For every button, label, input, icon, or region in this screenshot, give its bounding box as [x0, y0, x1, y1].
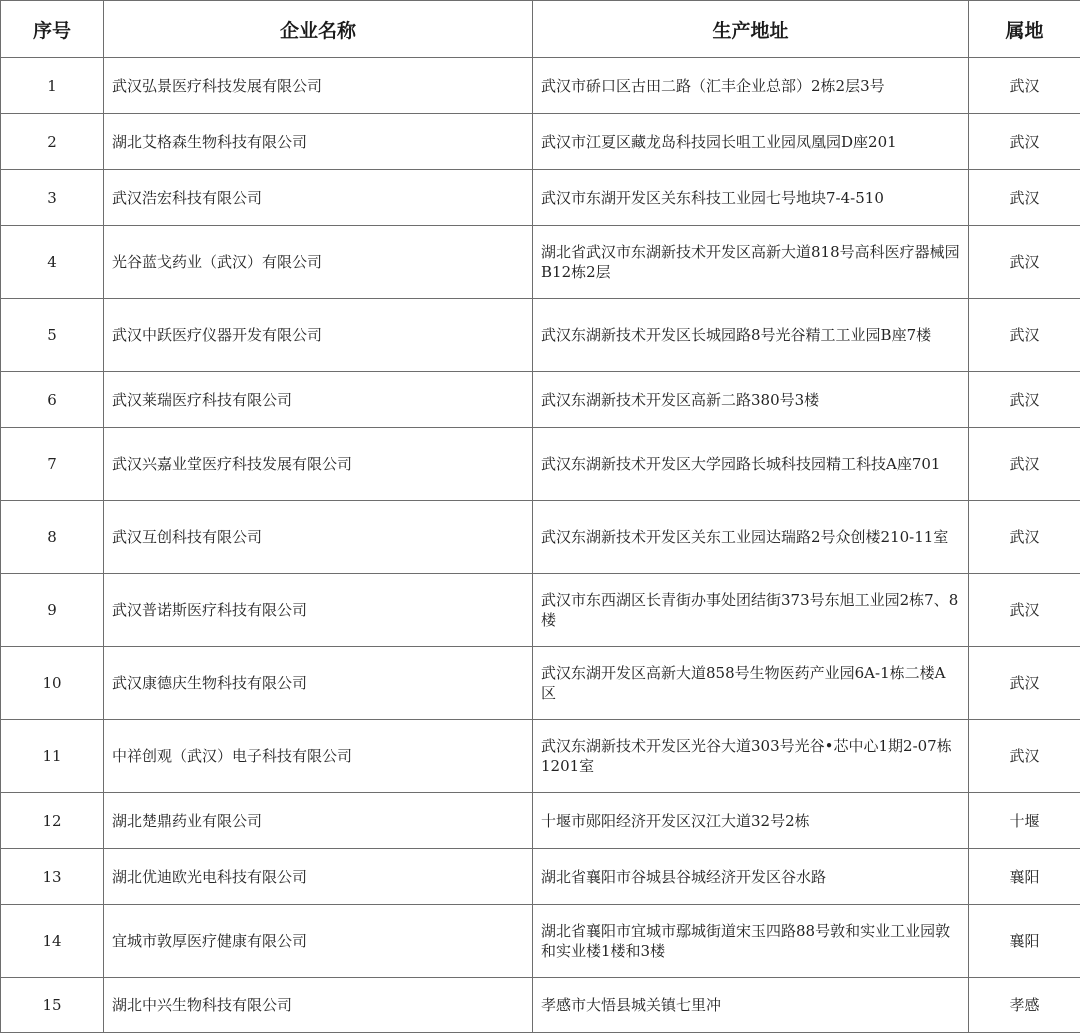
cell-address: 湖北省襄阳市谷城县谷城经济开发区谷水路	[533, 849, 969, 905]
cell-no: 15	[1, 978, 104, 1033]
cell-address: 孝感市大悟县城关镇七里冲	[533, 978, 969, 1033]
cell-enterprise-name: 武汉普诺斯医疗科技有限公司	[104, 574, 533, 647]
cell-address: 武汉市硚口区古田二路（汇丰企业总部）2栋2层3号	[533, 58, 969, 114]
cell-address: 武汉市东西湖区长青街办事处团结街373号东旭工业园2栋7、8楼	[533, 574, 969, 647]
cell-address: 武汉市东湖开发区关东科技工业园七号地块7-4-510	[533, 170, 969, 226]
cell-no: 9	[1, 574, 104, 647]
cell-location: 武汉	[969, 170, 1080, 226]
table-row	[1, 905, 1080, 978]
cell-address: 武汉东湖新技术开发区大学园路长城科技园精工科技A座701	[533, 428, 969, 501]
cell-no: 10	[1, 647, 104, 720]
table-row	[1, 428, 1080, 501]
cell-location: 孝感	[969, 978, 1080, 1033]
table-row	[1, 574, 1080, 647]
cell-no: 3	[1, 170, 104, 226]
header-no: 序号	[1, 1, 104, 58]
table-row	[1, 226, 1080, 299]
cell-enterprise-name: 光谷蓝戈药业（武汉）有限公司	[104, 226, 533, 299]
cell-enterprise-name: 宜城市敦厚医疗健康有限公司	[104, 905, 533, 978]
cell-no: 14	[1, 905, 104, 978]
header-enterprise-name: 企业名称	[104, 1, 533, 58]
cell-no: 12	[1, 793, 104, 849]
cell-enterprise-name: 湖北艾格森生物科技有限公司	[104, 114, 533, 170]
table-row	[1, 372, 1080, 428]
table-row	[1, 58, 1080, 114]
cell-location: 武汉	[969, 299, 1080, 372]
table-row	[1, 114, 1080, 170]
cell-location: 武汉	[969, 114, 1080, 170]
cell-enterprise-name: 中祥创观（武汉）电子科技有限公司	[104, 720, 533, 793]
cell-location: 武汉	[969, 428, 1080, 501]
cell-location: 襄阳	[969, 849, 1080, 905]
cell-address: 十堰市郧阳经济开发区汉江大道32号2栋	[533, 793, 969, 849]
cell-no: 5	[1, 299, 104, 372]
cell-location: 武汉	[969, 226, 1080, 299]
cell-no: 7	[1, 428, 104, 501]
cell-enterprise-name: 武汉浩宏科技有限公司	[104, 170, 533, 226]
cell-address: 武汉东湖新技术开发区光谷大道303号光谷•芯中心1期2-07栋1201室	[533, 720, 969, 793]
cell-no: 1	[1, 58, 104, 114]
cell-no: 4	[1, 226, 104, 299]
cell-location: 十堰	[969, 793, 1080, 849]
cell-address: 武汉东湖新技术开发区长城园路8号光谷精工工业园B座7楼	[533, 299, 969, 372]
cell-location: 武汉	[969, 720, 1080, 793]
cell-enterprise-name: 武汉兴嘉业堂医疗科技发展有限公司	[104, 428, 533, 501]
cell-address: 武汉市江夏区藏龙岛科技园长咀工业园凤凰园D座201	[533, 114, 969, 170]
cell-no: 6	[1, 372, 104, 428]
cell-no: 11	[1, 720, 104, 793]
cell-no: 8	[1, 501, 104, 574]
table-row	[1, 299, 1080, 372]
table-row	[1, 647, 1080, 720]
cell-enterprise-name: 武汉互创科技有限公司	[104, 501, 533, 574]
table-row	[1, 170, 1080, 226]
cell-enterprise-name: 武汉弘景医疗科技发展有限公司	[104, 58, 533, 114]
table-row	[1, 720, 1080, 793]
cell-enterprise-name: 湖北楚鼎药业有限公司	[104, 793, 533, 849]
cell-location: 武汉	[969, 372, 1080, 428]
cell-location: 襄阳	[969, 905, 1080, 978]
cell-enterprise-name: 湖北优迪欧光电科技有限公司	[104, 849, 533, 905]
cell-location: 武汉	[969, 501, 1080, 574]
cell-location: 武汉	[969, 58, 1080, 114]
table-row	[1, 793, 1080, 849]
cell-address: 湖北省襄阳市宜城市鄢城街道宋玉四路88号敦和实业工业园敦和实业楼1楼和3楼	[533, 905, 969, 978]
table-header-row	[1, 1, 1080, 58]
table-row	[1, 978, 1080, 1033]
cell-address: 武汉东湖开发区高新大道858号生物医药产业园6A-1栋二楼A区	[533, 647, 969, 720]
header-location: 属地	[969, 1, 1080, 58]
cell-enterprise-name: 武汉中跃医疗仪器开发有限公司	[104, 299, 533, 372]
cell-address: 湖北省武汉市东湖新技术开发区高新大道818号高科医疗器械园B12栋2层	[533, 226, 969, 299]
cell-location: 武汉	[969, 574, 1080, 647]
cell-enterprise-name: 湖北中兴生物科技有限公司	[104, 978, 533, 1033]
cell-enterprise-name: 武汉莱瑞医疗科技有限公司	[104, 372, 533, 428]
header-address: 生产地址	[533, 1, 969, 58]
cell-location: 武汉	[969, 647, 1080, 720]
table-row	[1, 501, 1080, 574]
table-row	[1, 849, 1080, 905]
cell-address: 武汉东湖新技术开发区高新二路380号3楼	[533, 372, 969, 428]
cell-address: 武汉东湖新技术开发区关东工业园达瑞路2号众创楼210-11室	[533, 501, 969, 574]
cell-no: 2	[1, 114, 104, 170]
cell-no: 13	[1, 849, 104, 905]
cell-enterprise-name: 武汉康德庆生物科技有限公司	[104, 647, 533, 720]
